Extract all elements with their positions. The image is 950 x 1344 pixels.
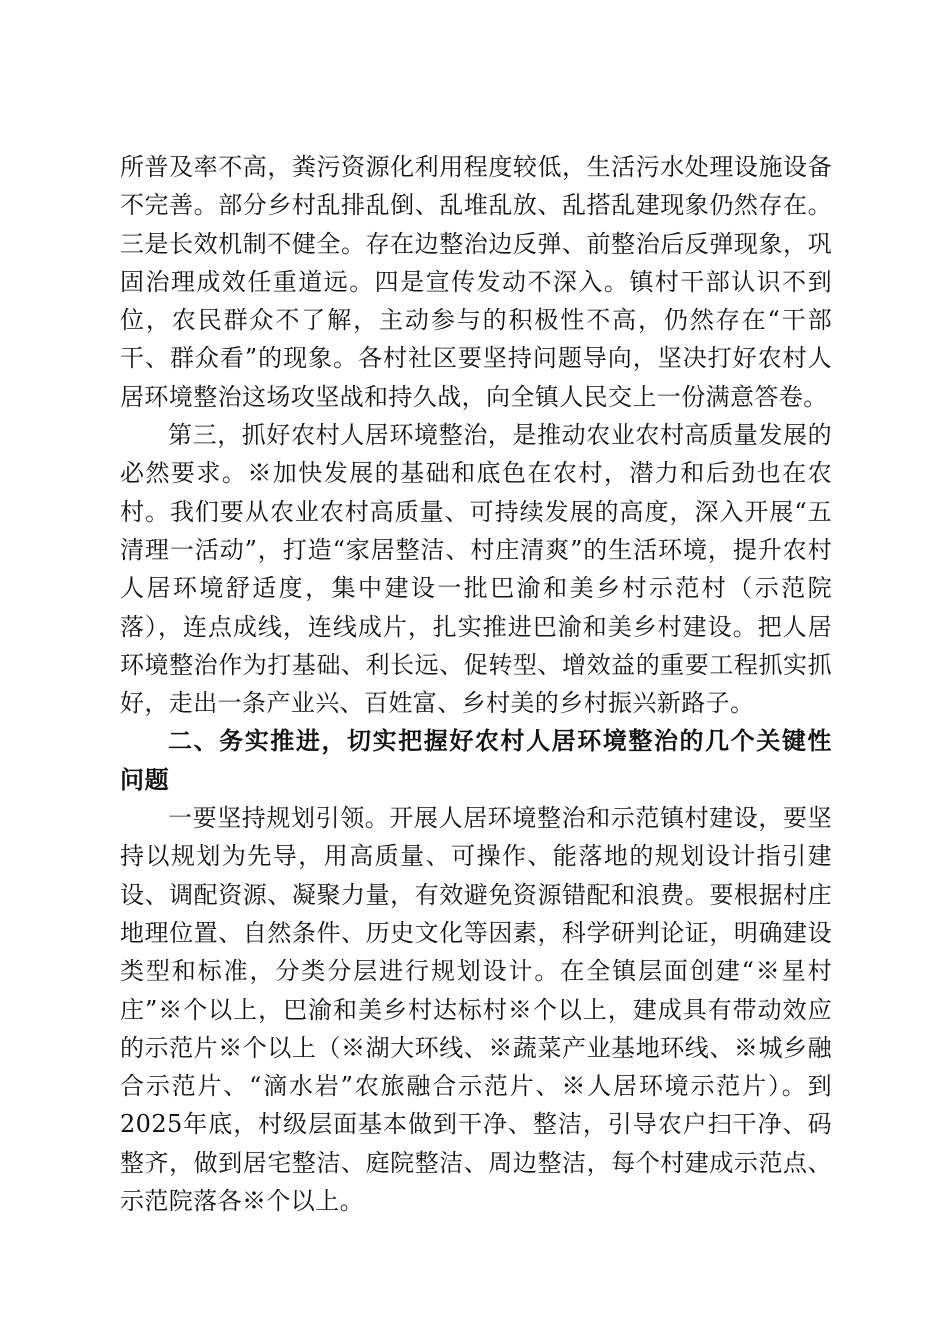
continuation-paragraph: 所普及率不高，粪污资源化利用程度较低，生活污水处理设施设备不完善。部分乡村乱排乱倒、乱堆乱放、乱搭乱建现象仍然存在。三是长效机制不健全。存在边整治边反弹、前整治后反弹现象，巩固治理成效任重道远。四是宣传发动不深入。镇村干部认识不到位，农民群众不了解，主动参与的积极性不高，仍然存在“干部干、群众看”的现象。各村社区要坚持问题导向，坚决打好农村人居环境整治这场攻坚战和持久战，向全镇人民交上一份满意答卷。 — [120, 153, 832, 411]
section-heading: 二、务实推进，切实把握好农村人居环境整治的几个关键性问题 — [120, 727, 832, 794]
paragraph-planning: 一要坚持规划引领。开展人居环境整治和示范镇村建设，要坚持以规划为先导，用高质量、可操作、能落地的规划设计指引建设、调配资源、凝聚力量，有效避免资源错配和浪费。要根据村庄地理位置、自然条件、历史文化等因素，科学研判论证，明确建设类型和标准，分类分层进行规划设计。在全镇层面创建“※星村庄”※个以上，巴渝和美乡村达标村※个以上，建成具有带动效应的示范片※个以上（※湖大环线、※蔬菜产业基地环线、※城乡融合示范片、“滴水岩”农旅融合示范片、※人居环境示范片）。到2025年底，村级层面基本做到干净、整洁，引导农户扫干净、码整齐，做到居宅整洁、庭院整洁、周边整洁，每个村建成示范点、示范院落各※个以上。 — [120, 804, 832, 1216]
document-body — [120, 148, 832, 1220]
paragraph-third-point: 第三，抓好农村人居环境整治，是推动农业农村高质量发展的必然要求。※加快发展的基础和底色在农村，潜力和后劲也在农村。我们要从农业农村高质量、可持续发展的高度，深入开展“五清理一活动”，打造“家居整洁、村庄清爽”的生活环境，提升农村人居环境舒适度，集中建设一批巴渝和美乡村示范村（示范院落），连点成线，连线成片，扎实推进巴渝和美乡村建设。把人居环境整治作为打基础、利长远、促转型、增效益的重要工程抓实抓好，走出一条产业兴、百姓富、乡村美的乡村振兴新路子。 — [120, 421, 832, 718]
